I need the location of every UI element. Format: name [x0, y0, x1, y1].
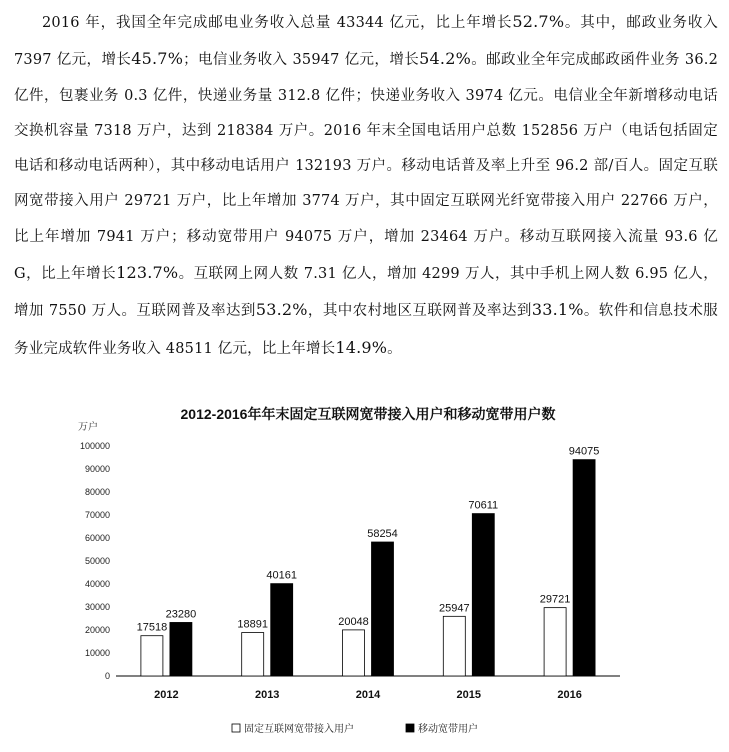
bar-fixed-broadband-2012: [141, 636, 163, 676]
legend-label: 固定互联网宽带接入用户: [244, 724, 354, 735]
percent-value: 14.9%: [335, 337, 388, 357]
y-tick-label: 80000: [84, 487, 110, 497]
percent-value: 52.7%: [512, 12, 565, 31]
paragraph-text: 。软件和信息技术服务业完成软件业务收入 48511 亿元，比上年增长: [14, 303, 719, 357]
legend-swatch: [406, 724, 414, 732]
bar-mobile-broadband-2013: [271, 584, 293, 676]
percent-value: 45.7%: [131, 49, 184, 69]
x-axis-labels: [154, 689, 582, 701]
y-tick-label: 90000: [84, 464, 110, 474]
y-tick-label: 40000: [84, 579, 110, 589]
x-tick-label: 2013: [254, 689, 280, 701]
chart-svg: [0, 392, 729, 748]
chart-title: 2012-2016年年末固定互联网宽带接入用户和移动宽带用户数: [180, 406, 556, 422]
bar-value-label: 29721: [539, 593, 571, 606]
paragraph-text: 2016 年，我国全年完成邮电业务收入总量 43344 亿元，比上年增长: [42, 15, 513, 31]
bar-fixed-broadband-2015: [443, 616, 465, 676]
y-tick-label: 100000: [79, 441, 110, 451]
bar-value-label: 25947: [439, 602, 470, 615]
y-tick-label: 0: [104, 671, 110, 681]
y-tick-label: 70000: [84, 510, 110, 520]
bar-fixed-broadband-2014: [343, 630, 365, 676]
paragraph-text: 。其中，邮政业务收入 7397 亿元，增长: [14, 15, 719, 69]
bar-value-label: 23280: [165, 608, 197, 621]
paragraph-text: ，其中农村地区互联网普及率达到: [307, 303, 532, 320]
paragraph-text: 。互联网上网人数 7.31 亿人，增加 4299 万人，其中手机上网人数 6.95 亿人，增加 7550 万人。互联网普及率达到: [14, 266, 719, 320]
legend-label: 移动宽带用户: [418, 724, 478, 735]
x-tick-label: 2016: [557, 689, 582, 701]
bar-mobile-broadband-2012: [170, 622, 192, 676]
percent-value: 33.1%: [531, 300, 584, 320]
bars-group: [137, 446, 600, 676]
x-tick-label: 2014: [355, 689, 381, 701]
percent-value: 53.2%: [255, 300, 308, 320]
percent-value: 54.2%: [419, 49, 471, 69]
bar-value-label: 94075: [568, 445, 600, 458]
bar-chart: [0, 392, 729, 748]
bar-fixed-broadband-2016: [544, 608, 566, 676]
bar-value-label: 17518: [136, 621, 168, 634]
bar-value-label: 40161: [266, 569, 297, 582]
y-axis-unit-label: 万户: [78, 422, 98, 433]
x-tick-label: 2012: [154, 689, 179, 701]
bar-value-label: 58254: [367, 528, 398, 541]
bar-mobile-broadband-2016: [573, 460, 595, 676]
y-tick-label: 30000: [84, 602, 110, 612]
y-tick-label: 10000: [84, 648, 110, 658]
bar-value-label: 20048: [338, 615, 369, 628]
paragraph-text: 。邮政业全年完成邮政函件业务 36.2 亿件，包裹业务 0.3 亿件，快递业务量 312.8 亿件；快递业务收入 3974 亿元。电信业全年新增移动电话交换机容量 7318 万户，达到 218384 万户。2016 年末全国电话用户总数 152856 万户（电话包括固定电话和移动电话两种），其中移动电话用户 132193 万户。移动电话普及率上升至 96.2 部/百人。固定互联网宽带接入用户 29721 万户，比上年增加 3774 万户，其中固定互联网光纤宽带接入用户 22766 万户，比上年增加 7941 万户；移动宽带用户 94075 万户，增加 23464 万户。移动互联网接入流量 93.6 亿 G，比上年增长: [14, 52, 718, 283]
y-axis-ticks: [80, 441, 110, 681]
y-tick-label: 60000: [84, 533, 110, 543]
legend: [232, 722, 478, 735]
body-paragraph: [14, 4, 718, 367]
paragraph-text: ；电信业务收入 35947 亿元，增长: [183, 52, 420, 69]
bar-value-label: 70611: [468, 499, 499, 512]
bar-fixed-broadband-2013: [242, 633, 264, 676]
y-tick-label: 50000: [84, 556, 110, 566]
legend-swatch: [232, 724, 240, 732]
y-tick-label: 20000: [84, 625, 110, 635]
bar-value-label: 18891: [237, 618, 268, 631]
x-tick-label: 2015: [456, 689, 482, 701]
percent-value: 123.7%: [116, 263, 179, 283]
paragraph-text: 。: [387, 340, 402, 357]
bar-mobile-broadband-2015: [472, 514, 494, 676]
bar-mobile-broadband-2014: [372, 542, 394, 676]
